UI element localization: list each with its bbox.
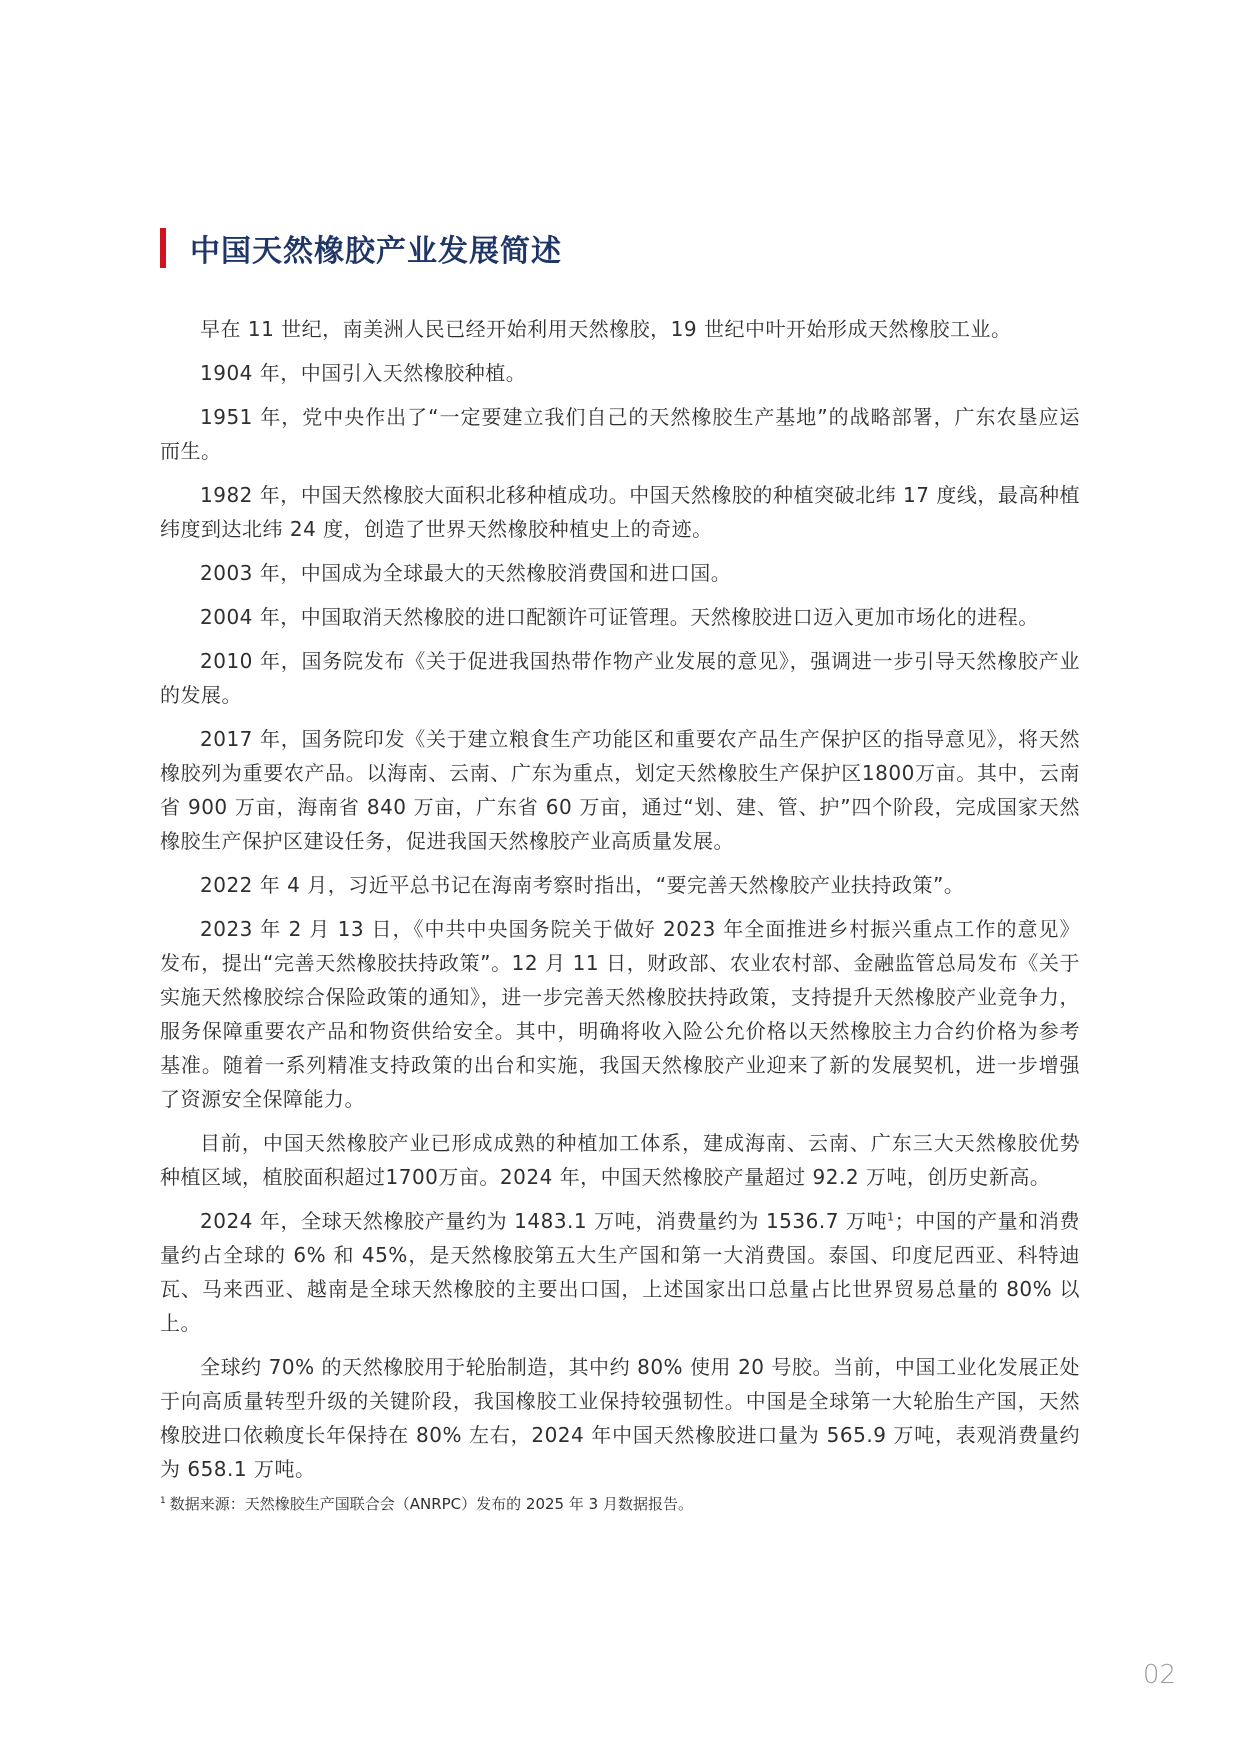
paragraph: 2022 年 4 月，习近平总书记在海南考察时指出，“要完善天然橡胶产业扶持政策”。: [200, 873, 965, 897]
footnote-text: 数据来源：天然橡胶生产国联合会（ANRPC）发布的 2025 年 3 月数据报告。: [169, 1495, 693, 1513]
paragraph-text: ；中国的产量和消费量约占全球的 6% 和 45%，是天然橡胶第五大生产国和第一大消费国。泰国、印度尼西亚、科特迪瓦、马来西亚、越南是全球天然橡胶的主要出口国，上述国家出口总量占比世界贸易总量的 80% 以上。: [160, 1209, 1081, 1335]
paragraph: 1904 年，中国引入天然橡胶种植。: [200, 361, 527, 385]
footnote-reference[interactable]: 1: [887, 1210, 895, 1224]
paragraph: 早在 11 世纪，南美洲人民已经开始利用天然橡胶，19 世纪中叶开始形成天然橡胶工业。: [200, 317, 1012, 341]
section-heading: [160, 226, 562, 270]
paragraph: 全球约 70% 的天然橡胶用于轮胎制造，其中约 80% 使用 20 号胶。当前，中国工业化发展正处于向高质量转型升级的关键阶段，我国橡胶工业保持较强韧性。中国是全球第一大轮胎生产国，天然橡胶进口依赖度长年保持在 80% 左右，2024 年中国天然橡胶进口量为 565.9 万吨，表观消费量约为 658.1 万吨。: [160, 1355, 1080, 1481]
page-number: 02: [1142, 1660, 1176, 1690]
heading-accent-bar: [160, 228, 166, 268]
body-text: [160, 312, 1080, 1496]
paragraph-with-footnote: [160, 1204, 1080, 1340]
paragraph: 1982 年，中国天然橡胶大面积北移种植成功。中国天然橡胶的种植突破北纬 17 度线，最高种植纬度到达北纬 24 度，创造了世界天然橡胶种植史上的奇迹。: [160, 483, 1080, 541]
paragraph: 目前，中国天然橡胶产业已形成成熟的种植加工体系，建成海南、云南、广东三大天然橡胶优势种植区域，植胶面积超过1700万亩。2024 年，中国天然橡胶产量超过 92.2 万吨，创历史新高。: [160, 1131, 1080, 1189]
paragraph: 1951 年，党中央作出了“一定要建立我们自己的天然橡胶生产基地”的战略部署，广东农垦应运而生。: [160, 405, 1080, 463]
paragraph: 2004 年，中国取消天然橡胶的进口配额许可证管理。天然橡胶进口迈入更加市场化的进程。: [200, 605, 1039, 629]
paragraph: 2010 年，国务院发布《关于促进我国热带作物产业发展的意见》，强调进一步引导天然橡胶产业的发展。: [160, 649, 1080, 707]
paragraph: 2023 年 2 月 13 日，《中共中央国务院关于做好 2023 年全面推进乡村振兴重点工作的意见》发布，提出“完善天然橡胶扶持政策”。12 月 11 日，财政部、农业农村部、金融监管总局发布《关于实施天然橡胶综合保险政策的通知》，进一步完善天然橡胶扶持政策，支持提升天然橡胶产业竞争力，服务保障重要农产品和物资供给安全。其中，明确将收入险公允价格以天然橡胶主力合约价格为参考基准。随着一系列精准支持政策的出台和实施，我国天然橡胶产业迎来了新的发展契机，进一步增强了资源安全保障能力。: [160, 917, 1080, 1111]
footnote-mark: 1: [160, 1496, 166, 1506]
section-title: 中国天然橡胶产业发展简述: [190, 234, 562, 269]
footnote: [160, 1490, 1080, 1515]
paragraph-text: 2024 年，全球天然橡胶产量约为 1483.1 万吨，消费量约为 1536.7 万吨: [200, 1209, 888, 1233]
paragraph: 2003 年，中国成为全球最大的天然橡胶消费国和进口国。: [200, 561, 732, 585]
paragraph: 2017 年，国务院印发《关于建立粮食生产功能区和重要农产品生产保护区的指导意见》，将天然橡胶列为重要农产品。以海南、云南、广东为重点，划定天然橡胶生产保护区1800万亩。其中，云南省 900 万亩，海南省 840 万亩，广东省 60 万亩，通过“划、建、管、护”四个阶段，完成国家天然橡胶生产保护区建设任务，促进我国天然橡胶产业高质量发展。: [160, 727, 1080, 853]
